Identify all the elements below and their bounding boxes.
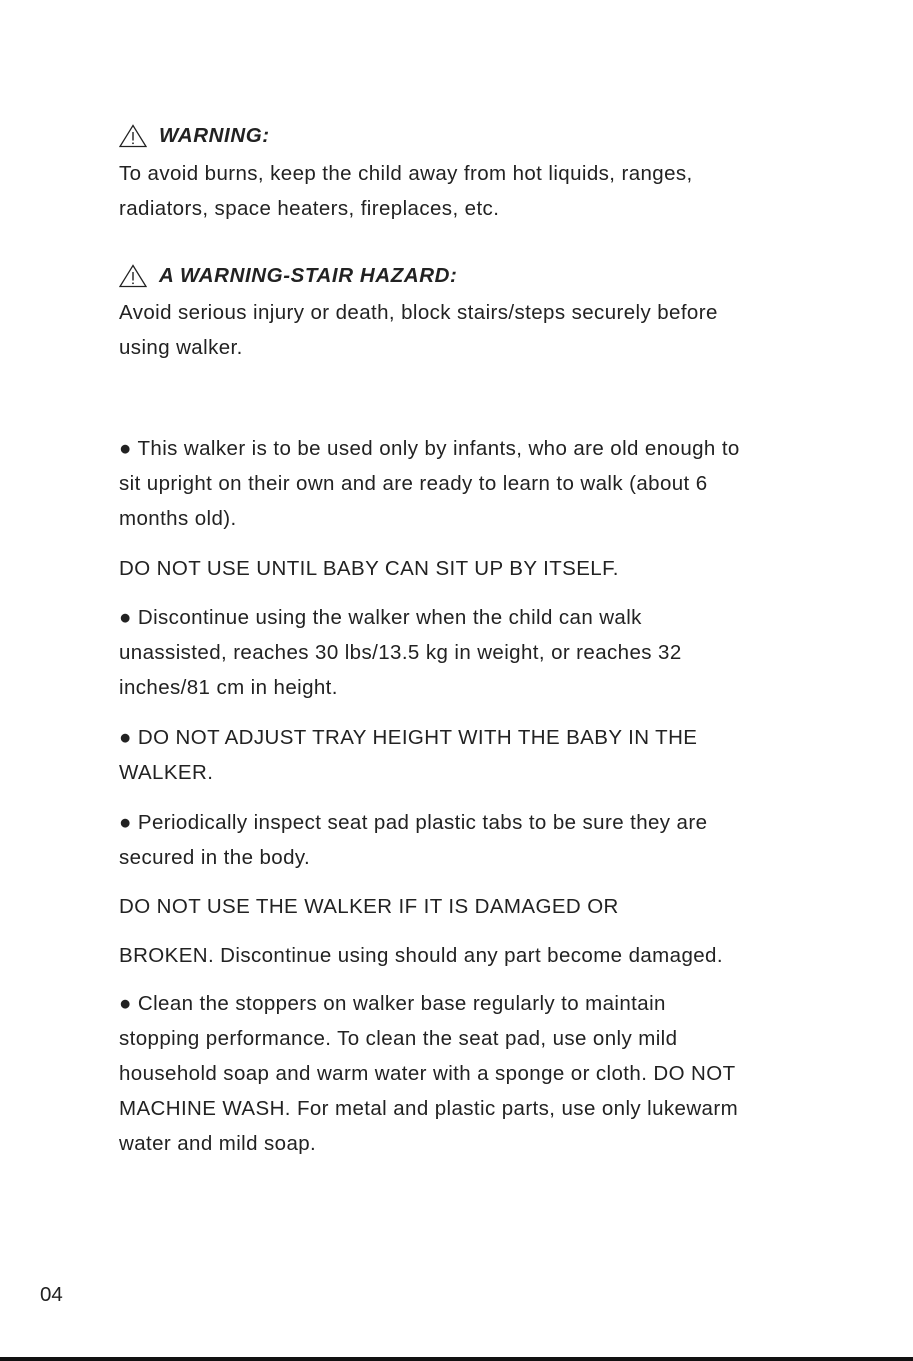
text-line: stopping performance. To clean the seat pad, use only mild <box>119 1027 678 1050</box>
text-line: DO NOT USE THE WALKER IF IT IS DAMAGED OR <box>119 895 619 918</box>
paragraph-sit-up-notice <box>119 551 819 586</box>
text-line: MACHINE WASH. For metal and plastic parts, use only lukewarm <box>119 1097 739 1120</box>
warning-triangle-icon <box>119 124 147 148</box>
warning-heading-text: WARNING: <box>159 124 270 147</box>
paragraph-discontinue-use <box>119 600 819 705</box>
text-line: DO NOT USE UNTIL BABY CAN SIT UP BY ITSELF. <box>119 557 619 580</box>
text-line: using walker. <box>119 336 243 359</box>
text-line: ● This walker is to be used only by infants, who are old enough to <box>119 437 740 460</box>
text-line: ● Discontinue using the walker when the child can walk <box>119 606 642 629</box>
text-line: ● Clean the stoppers on walker base regularly to maintain <box>119 992 666 1015</box>
text-line: sit upright on their own and are ready to learn to walk (about 6 <box>119 472 708 495</box>
warning-stair-body <box>119 295 819 365</box>
text-line: radiators, space heaters, fireplaces, etc. <box>119 197 500 220</box>
paragraph-cleaning <box>119 986 819 1161</box>
text-line: secured in the body. <box>119 846 311 869</box>
text-line: ● Periodically inspect seat pad plastic tabs to be sure they are <box>119 811 708 834</box>
text-line: inches/81 cm in height. <box>119 676 338 699</box>
paragraph-broken-notice <box>119 938 819 973</box>
warning-heading-burns <box>119 122 270 150</box>
warning-burns-body <box>119 156 819 226</box>
warning-heading-text: A WARNING-STAIR HAZARD: <box>159 264 458 287</box>
text-line: months old). <box>119 507 237 530</box>
paragraph-inspect-tabs <box>119 805 819 875</box>
text-line: BROKEN. Discontinue using should any part become damaged. <box>119 944 723 967</box>
text-line: To avoid burns, keep the child away from hot liquids, ranges, <box>119 162 693 185</box>
text-line: water and mild soap. <box>119 1132 317 1155</box>
text-line: ● DO NOT ADJUST TRAY HEIGHT WITH THE BABY IN THE <box>119 726 698 749</box>
paragraph-tray-height <box>119 720 819 790</box>
text-line: Avoid serious injury or death, block stairs/steps securely before <box>119 301 718 324</box>
paragraph-age-requirement <box>119 431 819 536</box>
warning-triangle-icon <box>119 264 147 288</box>
bottom-border <box>0 1357 913 1361</box>
page-number: 04 <box>40 1283 63 1306</box>
text-line: unassisted, reaches 30 lbs/13.5 kg in weight, or reaches 32 <box>119 641 682 664</box>
paragraph-damaged-notice <box>119 889 819 924</box>
warning-heading-stair-hazard <box>119 262 458 290</box>
text-line: household soap and warm water with a sponge or cloth. DO NOT <box>119 1062 736 1085</box>
text-line: WALKER. <box>119 761 214 784</box>
